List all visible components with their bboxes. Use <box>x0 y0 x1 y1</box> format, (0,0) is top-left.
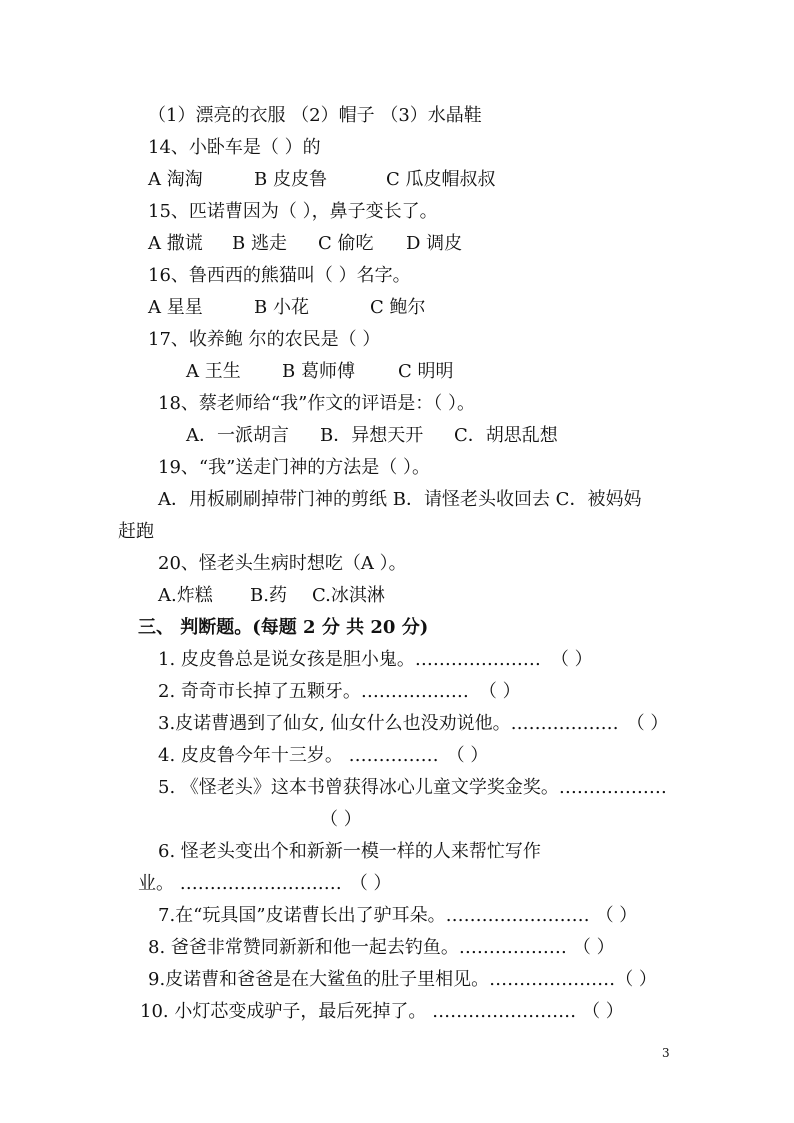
q14-option-c: C 瓜皮帽叔叔 <box>386 169 496 190</box>
q20-option-a: A.炸糕 <box>158 585 213 606</box>
q16-options <box>148 296 426 320</box>
answer-parens[interactable]: （ ） <box>478 681 521 702</box>
q14-option-a: A 淘淘 <box>148 169 203 190</box>
q20-option-c: C.冰淇淋 <box>312 585 385 606</box>
answer-parens[interactable]: （ ） <box>582 1001 624 1022</box>
q14-option-b: B 皮皮鲁 <box>254 169 327 190</box>
answer-parens[interactable]: （ ） <box>349 873 392 894</box>
judge-item-text: 10. 小灯芯变成驴子，最后死掉了。 …………………… <box>140 1001 577 1022</box>
q17-option-c: C 明明 <box>398 361 454 382</box>
judge-item-10 <box>140 1000 624 1024</box>
q18-option-a: A．一派胡言 <box>186 425 289 446</box>
q14-options <box>148 168 496 192</box>
judge-item-5: 5. 《怪老头》这本书曾获得冰心儿童文学奖金奖。……………… <box>158 777 667 798</box>
q17-options <box>186 360 454 384</box>
answer-parens[interactable]: （ ） <box>626 713 669 734</box>
judge-item-4 <box>158 744 488 768</box>
q15-option-a: A 撒谎 <box>148 233 203 254</box>
q17-stem: 17、收养鲍 尔的农民是（ ） <box>148 329 381 350</box>
judge-item-2 <box>158 680 521 704</box>
q16-option-b: B 小花 <box>254 297 309 318</box>
q15-stem: 15、匹诺曹因为（ ），鼻子变长了。 <box>148 201 438 222</box>
q16-option-c: C 鲍尔 <box>370 297 426 318</box>
answer-parens[interactable]: （ ） <box>550 649 593 670</box>
judge-item-8 <box>148 936 615 960</box>
q19-stem: 19、“我”送走门神的方法是（ ）。 <box>158 457 431 478</box>
q15-options <box>148 232 462 256</box>
q15-option-c: C 偷吃 <box>318 233 374 254</box>
q18-option-c: C．胡思乱想 <box>454 425 558 446</box>
page-number: 3 <box>662 1046 670 1060</box>
q17-option-b: B 葛师傅 <box>282 361 355 382</box>
answer-parens[interactable]: （ ） <box>446 745 489 766</box>
answer-parens[interactable]: （ ） <box>595 905 638 926</box>
q15-option-d: D 调皮 <box>406 233 463 254</box>
q19-options: A．用板刷刷掉带门神的剪纸 B．请怪老头收回去 C．被妈妈 <box>158 489 642 510</box>
q18-options <box>186 424 558 448</box>
q16-option-a: A 星星 <box>148 297 203 318</box>
answer-parens[interactable]: （ ） <box>615 969 657 990</box>
judge-item-text: 1. 皮皮鲁总是说女孩是胆小鬼。………………… <box>158 649 541 670</box>
judge-item-6-wrap <box>138 872 391 896</box>
judge-item-text: 2. 奇奇市长掉了五颗牙。……………… <box>158 681 469 702</box>
judge-item-1 <box>158 648 593 672</box>
answer-parens[interactable]: （ ） <box>320 809 362 830</box>
q20-stem: 20、怪老头生病时想吃（A ）。 <box>158 553 407 574</box>
answer-parens[interactable]: （ ） <box>572 937 615 958</box>
q20-options <box>158 584 385 608</box>
judge-item-text: 业。 ……………………… <box>138 873 342 894</box>
q16-stem: 16、鲁西西的熊猫叫（ ）名字。 <box>148 265 411 286</box>
q19-options-wrap: 赶跑 <box>118 521 154 542</box>
judge-item-9 <box>148 968 657 992</box>
judge-item-text: 4. 皮皮鲁今年十三岁。 …………… <box>158 745 439 766</box>
judge-item-6: 6. 怪老头变出个和新新一模一样的人来帮忙写作 <box>158 841 541 862</box>
q15-option-b: B 逃走 <box>232 233 287 254</box>
q13-options: （1）漂亮的衣服 （2）帽子 （3）水晶鞋 <box>148 105 482 126</box>
judge-item-text: 3.皮诺曹遇到了仙女, 仙女什么也没劝说他。……………… <box>158 713 619 734</box>
q20-option-b: B.药 <box>250 585 287 606</box>
judge-item-text: 9.皮诺曹和爸爸是在大鲨鱼的肚子里相见。………………… <box>148 969 616 990</box>
q14-stem: 14、小卧车是（ ）的 <box>148 137 321 158</box>
judge-item-text: 7.在“玩具国”皮诺曹长出了驴耳朵。…………………… <box>158 905 590 926</box>
judge-item-text: 8. 爸爸非常赞同新新和他一起去钓鱼。……………… <box>148 937 567 958</box>
q18-stem: 18、蔡老师给“我”作文的评语是：（ ）。 <box>158 393 476 414</box>
judge-item-3 <box>158 712 668 736</box>
judge-item-7 <box>158 904 637 928</box>
q17-option-a: A 王生 <box>186 361 241 382</box>
q18-option-b: B．异想天开 <box>320 425 424 446</box>
section-3-heading: 三、 判断题。(每题 2 分 共 20 分) <box>138 617 429 638</box>
